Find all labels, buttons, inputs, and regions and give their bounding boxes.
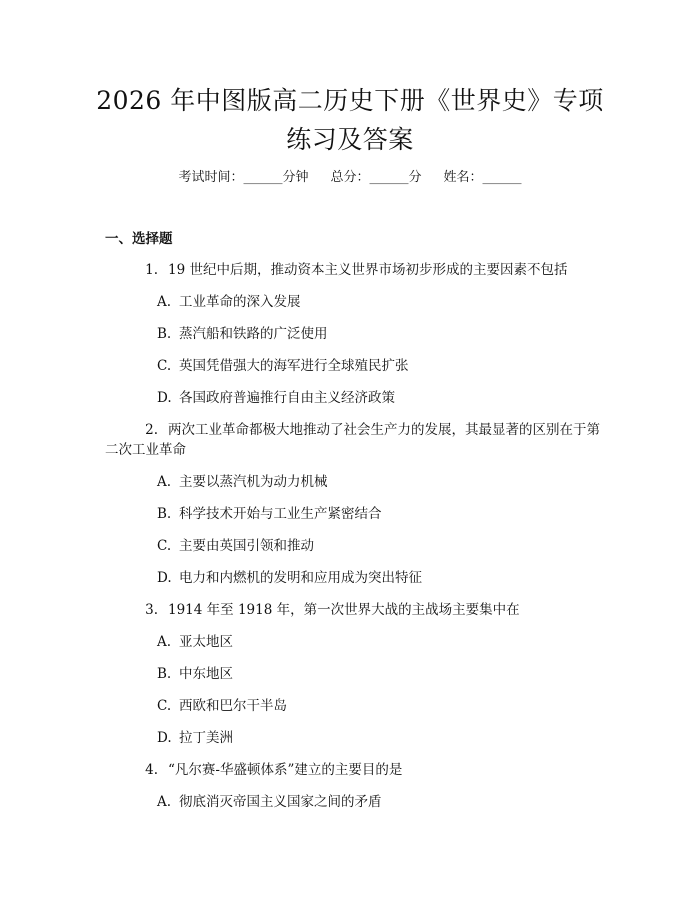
question-3	[105, 600, 597, 620]
question-text: 19 世纪中后期，推动资本主义世界市场初步形成的主要因素不包括	[168, 262, 568, 278]
option-text: 彻底消灭帝国主义国家之间的矛盾	[179, 794, 382, 810]
option-letter: A.	[157, 794, 172, 810]
question-1-option-b	[157, 324, 328, 344]
option-text: 亚太地区	[179, 634, 233, 650]
option-letter: B.	[157, 666, 172, 682]
option-letter: A.	[157, 634, 172, 650]
question-number: 2.	[145, 422, 158, 438]
question-2-option-a	[157, 472, 328, 492]
question-3-option-d	[157, 728, 233, 748]
question-1-option-c	[157, 356, 409, 376]
question-4-option-a	[157, 792, 382, 812]
question-2	[105, 420, 605, 440]
option-text: 主要由英国引领和推动	[179, 538, 314, 554]
document-title-line-2: 练习及答案	[286, 125, 414, 154]
option-letter: D.	[157, 730, 172, 746]
option-letter: B.	[157, 506, 172, 522]
question-text-line-2: 二次工业革命	[105, 442, 186, 458]
exam-info	[0, 168, 700, 188]
question-3-option-c	[157, 696, 287, 716]
option-letter: D.	[157, 570, 172, 586]
exam-score-label: 总分：______分	[330, 170, 422, 185]
question-3-option-b	[157, 664, 233, 684]
question-2-continued	[105, 440, 597, 460]
question-2-option-d	[157, 568, 422, 588]
exam-name-label: 姓名：______	[443, 170, 522, 185]
option-letter: C.	[157, 538, 172, 554]
option-text: 拉丁美洲	[179, 730, 233, 746]
question-number: 3.	[145, 602, 158, 618]
option-letter: A.	[157, 474, 172, 490]
option-text: 工业革命的深入发展	[179, 294, 301, 310]
option-letter: C.	[157, 358, 172, 374]
question-text: 1914 年至 1918 年，第一次世界大战的主战场主要集中在	[168, 602, 520, 618]
option-text: 中东地区	[179, 666, 233, 682]
option-letter: C.	[157, 698, 172, 714]
question-1-option-d	[157, 388, 395, 408]
document-title-line-1: 2026 年中图版高二历史下册《世界史》专项	[96, 86, 604, 115]
option-text: 西欧和巴尔干半岛	[179, 698, 287, 714]
question-1-option-a	[157, 292, 301, 312]
option-text: 主要以蒸汽机为动力机械	[179, 474, 328, 490]
question-1	[105, 260, 597, 280]
question-number: 4.	[145, 762, 158, 778]
question-text-line-1: 两次工业革命都极大地推动了社会生产力的发展，其最显著的区别在于第	[168, 422, 600, 438]
option-text: 各国政府普遍推行自由主义经济政策	[179, 390, 395, 406]
option-text: 蒸汽船和铁路的广泛使用	[179, 326, 328, 342]
section-title: 一、选择题	[105, 231, 173, 247]
option-letter: A.	[157, 294, 172, 310]
question-number: 1.	[145, 262, 158, 278]
question-4	[105, 760, 597, 780]
option-text: 科学技术开始与工业生产紧密结合	[179, 506, 382, 522]
option-text: 英国凭借强大的海军进行全球殖民扩张	[179, 358, 409, 374]
question-text: “凡尔赛-华盛顿体系”建立的主要目的是	[168, 762, 403, 778]
exam-time-label: 考试时间：______分钟	[178, 170, 309, 185]
question-2-option-b	[157, 504, 382, 524]
option-text: 电力和内燃机的发明和应用成为突出特征	[179, 570, 422, 586]
question-2-option-c	[157, 536, 314, 556]
option-letter: B.	[157, 326, 172, 342]
question-3-option-a	[157, 632, 233, 652]
option-letter: D.	[157, 390, 172, 406]
